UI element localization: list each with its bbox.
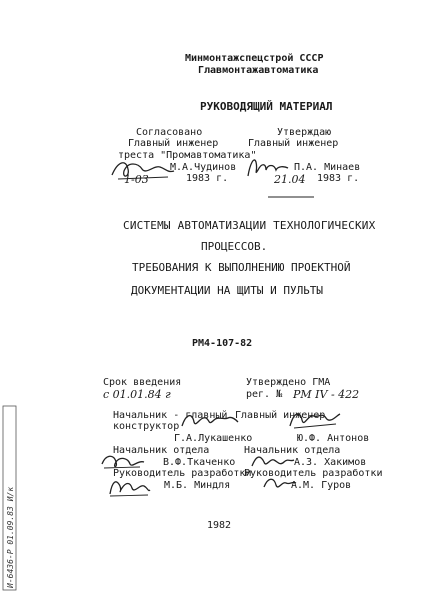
approval-right-year: 1983 г.	[317, 173, 360, 184]
left-role-2: конструктор	[113, 421, 180, 432]
title-line-3: ТРЕБОВАНИЯ К ВЫПОЛНЕНИЮ ПРОЕКТНОЙ	[132, 261, 351, 274]
department-name: Главмонтажавтоматика	[198, 65, 319, 76]
intro-date: с 01.01.84 г	[103, 388, 171, 401]
title-line-2: ПРОЦЕССОВ.	[201, 240, 268, 253]
right-dept-name: А.З. Хакимов	[294, 457, 367, 468]
underline-right	[268, 184, 318, 203]
left-dept-name: В.Ф.Ткаченко	[163, 457, 236, 468]
right-dev: Руководитель разработки	[244, 468, 383, 479]
ministry-name: Минмонтажспецстрой СССР	[185, 53, 324, 64]
stamp-border	[2, 405, 18, 597]
left-role-1: Начальник - главный	[113, 410, 228, 421]
document-year: 1982	[207, 520, 232, 531]
approval-right-role: Главный инженер	[248, 138, 339, 149]
right-dept: Начальник отдела	[244, 445, 341, 456]
left-dev: Руководитель разработки	[113, 468, 252, 479]
registered-label: Утверждено ГМА	[246, 377, 331, 388]
signature-antonov	[286, 404, 342, 436]
registered-number: РМ IV - 422	[293, 388, 360, 401]
approval-right-heading: Утверждаю	[277, 127, 332, 138]
approval-left-date: 1-03	[124, 173, 149, 186]
approval-left-heading: Согласовано	[136, 127, 203, 138]
registration-stamp-text: И-6436-Р 01.09.83 И/к	[6, 486, 15, 588]
left-dev-name: М.Б. Миндля	[164, 480, 231, 491]
approval-left-name: М.А.Чудинов	[170, 162, 237, 173]
approval-right-date: 21.04	[274, 173, 306, 186]
title-line-4: ДОКУМЕНТАЦИИ НА ЩИТЫ И ПУЛЬТЫ	[131, 284, 324, 297]
registered-reg-label: рег. №	[246, 389, 283, 400]
signature-mindlya	[108, 474, 152, 502]
right-role: Главный инженер	[235, 410, 326, 421]
approval-left-role: Главный инженер	[128, 138, 219, 149]
left-dept: Начальник отдела	[113, 445, 210, 456]
approval-left-org: треста "Промавтоматика"	[118, 150, 257, 161]
right-name: Ю.Ф. Антонов	[297, 433, 370, 444]
signature-chudinov	[108, 155, 178, 187]
doc-type: РУКОВОДЯЩИЙ МАТЕРИАЛ	[200, 100, 333, 113]
approval-left-year: 1983 г.	[186, 173, 229, 184]
approval-right-name: П.А. Минаев	[294, 162, 361, 173]
signature-minaev	[244, 152, 292, 186]
title-line-1: СИСТЕМЫ АВТОМАТИЗАЦИИ ТЕХНОЛОГИЧЕСКИХ	[123, 219, 376, 232]
intro-label: Срок введения	[103, 377, 182, 388]
right-dev-name: А.М. Гуров	[291, 480, 352, 491]
doc-code: РМ4-107-82	[192, 338, 253, 349]
left-name: Г.А.Лукашенко	[174, 433, 253, 444]
signature-lukashenko	[180, 408, 240, 436]
